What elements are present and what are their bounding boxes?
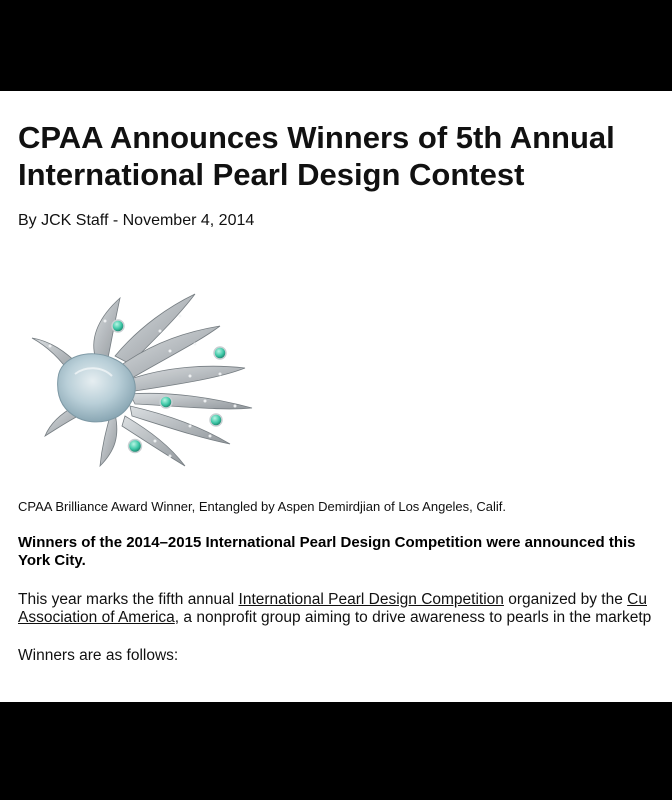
headline-line-1: CPAA Announces Winners of 5th Annual [18,120,615,155]
lede-line-1: Winners of the 2014–2015 International Pearl Design Competition were announced this [18,534,636,551]
image-caption: CPAA Brilliance Award Winner, Entangled by Aspen Demirdjian of Los Angeles, Calif. [18,499,507,514]
competition-link[interactable]: International Pearl Design Competition [238,591,504,608]
top-black-bar [0,0,672,91]
paragraph-text-middle: organized by the [503,591,628,608]
association-link-part-1[interactable]: Cu [627,591,647,608]
headline-line-2: International Pearl Design Contest [18,157,525,192]
paragraph-line-1 [18,591,672,609]
brooch-illustration [20,286,260,476]
bottom-black-bar [0,702,672,800]
lede-line-2: York City. [18,552,86,569]
article-paragraph [18,591,672,627]
article-byline: By JCK Staff - November 4, 2014 [18,212,255,229]
brooch-image [20,286,260,476]
association-link-part-2[interactable]: Association of America [18,609,175,626]
paragraph-text-end: , a nonprofit group aiming to drive awareness to pearls in the marketp [174,609,652,626]
paragraph-line-2 [18,609,672,627]
article [0,91,672,702]
article-lede [18,534,672,570]
article-headline [18,119,668,193]
winners-intro: Winners are as follows: [18,647,179,664]
paragraph-text-start: This year marks the fifth annual [18,591,239,608]
